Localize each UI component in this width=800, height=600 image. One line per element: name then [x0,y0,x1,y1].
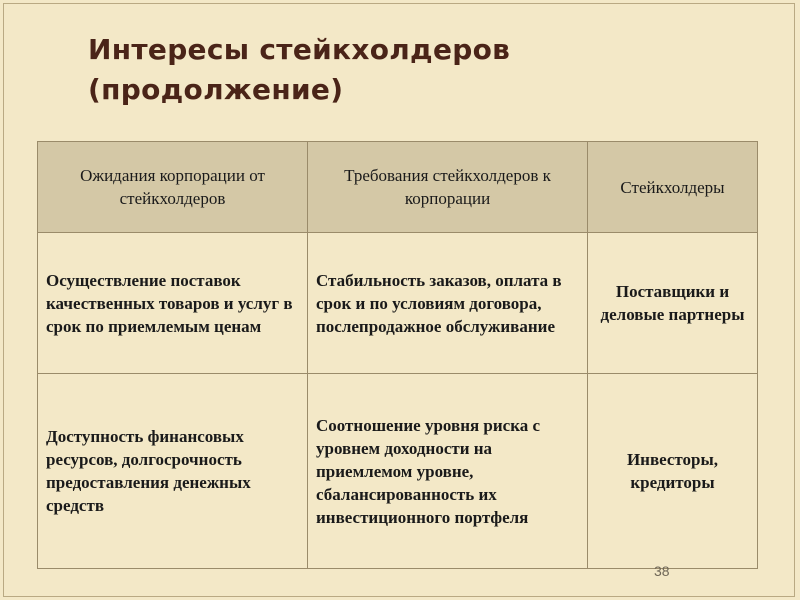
cell-stakeholders: Поставщики и деловые партнеры [588,233,758,374]
slide-title-line-1: Интересы стейкхолдеров [88,33,511,66]
header-requirements: Требования стейкхолдеров к корпорации [308,142,588,233]
cell-expectations: Осуществление поставок качественных товаров и услуг в срок по приемлемым ценам [38,233,308,374]
cell-stakeholders: Инвесторы, кредиторы [588,374,758,569]
table-row [38,233,758,374]
cell-requirements: Стабильность заказов, оплата в срок и по условиям договора, послепродажное обслуживание [308,233,588,374]
table-header-row [38,142,758,233]
header-stakeholders: Стейкхолдеры [588,142,758,233]
cell-requirements: Соотношение уровня риска с уровнем доходности на приемлемом уровне, сбалансированность их инвестиционного портфеля [308,374,588,569]
cell-expectations: Доступность финансовых ресурсов, долгосрочность предоставления денежных средств [38,374,308,569]
page-number: 38 [654,563,670,579]
header-expectations: Ожидания корпорации от стейкхолдеров [38,142,308,233]
slide-title-line-2: (продолжение) [88,73,344,106]
slide-title [88,30,708,110]
stakeholder-table [37,141,758,569]
table-row [38,374,758,569]
